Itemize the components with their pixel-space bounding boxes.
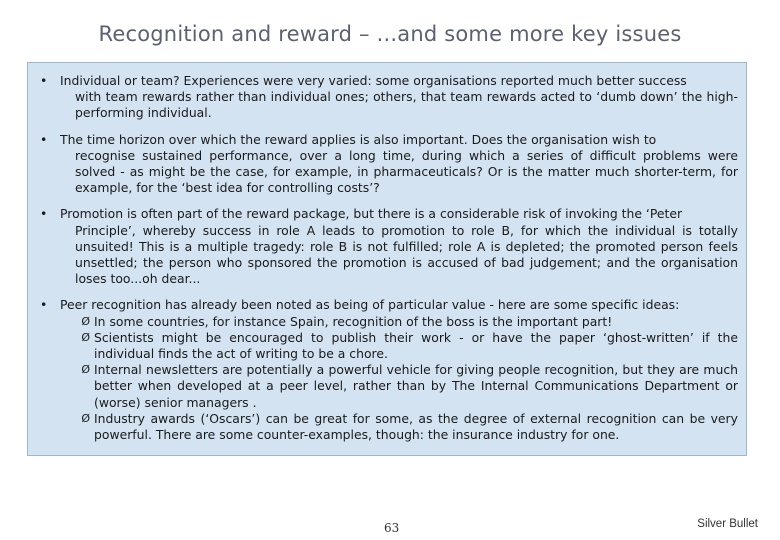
bullet-text-lead: Peer recognition has already been noted as being of particular value - here are some specific ideas: (60, 297, 680, 313)
sub-item-text: Internal newsletters are potentially a powerful vehicle for giving people recognition, but they are much better when developed at a peer level, rather than by The Internal Communications Department or (worse) senior managers . (94, 362, 738, 410)
bullet-text-rest: recognise sustained performance, over a long time, during which a series of difficult problems were solved - as might be the case, for example, in pharmaceuticals? Or is the matter much shorter-term, for example, for the ‘best idea for controlling costs’? (75, 147, 738, 196)
sub-list-item (60, 330, 738, 362)
sub-list (60, 314, 738, 444)
bullet-text-rest: Principle’, whereby success in role A leads to promotion to role B, for which the individual is totally unsuited! This is a multiple tragedy: role B is not fulfilled; role A is depleted; the promoted person feels unsettled; the person who sponsored the promotion is accused of bad judgement; and the organisation loses too...oh dear... (75, 222, 738, 287)
bullet-marker: • (40, 131, 48, 147)
page-number: 63 (384, 521, 400, 535)
bullet-text-lead: Individual or team? Experiences were very varied: some organisations reported much better success (60, 73, 687, 88)
sub-item-text: Scientists might be encouraged to publish their work - or have the paper ‘ghost-written’ if the individual finds the act of writing to be a chore. (94, 329, 738, 362)
sub-item-text: In some countries, for instance Spain, recognition of the boss is the important part! (94, 313, 613, 329)
bullet-text-lead: The time horizon over which the reward applies is also important. Does the organisation wish to (60, 131, 657, 147)
arrow-bullet-icon: Ø (81, 411, 90, 425)
bullet-text-rest: with team rewards rather than individual ones; others, that team rewards acted to ‘dumb down’ the high-performing individual. (75, 89, 738, 121)
arrow-bullet-icon: Ø (81, 363, 90, 377)
bullet-marker: • (40, 73, 48, 88)
bullet-item-team-vs-individual (38, 73, 738, 122)
arrow-bullet-icon: Ø (81, 314, 90, 328)
bullet-marker: • (40, 206, 48, 222)
bullet-item-peer-recognition (38, 297, 738, 443)
sub-list-item (60, 314, 738, 330)
bullet-item-time-horizon (38, 132, 738, 197)
content-box (27, 62, 747, 456)
slide-title: Recognition and reward – ...and some more key issues (98, 22, 682, 46)
bullet-marker: • (40, 297, 48, 313)
sub-list-item (60, 411, 738, 443)
arrow-bullet-icon: Ø (81, 330, 90, 344)
bullet-item-promotion (38, 206, 738, 287)
brand-label: Silver Bullet (697, 518, 758, 530)
sub-item-text: Industry awards (‘Oscars’) can be great for some, as the degree of external recognition can be very powerful. There are some counter-examples, though: the insurance industry for one. (94, 410, 738, 443)
bullet-text-lead: Promotion is often part of the reward package, but there is a considerable risk of invoking the ‘Peter (60, 206, 683, 222)
sub-list-item (60, 362, 738, 411)
